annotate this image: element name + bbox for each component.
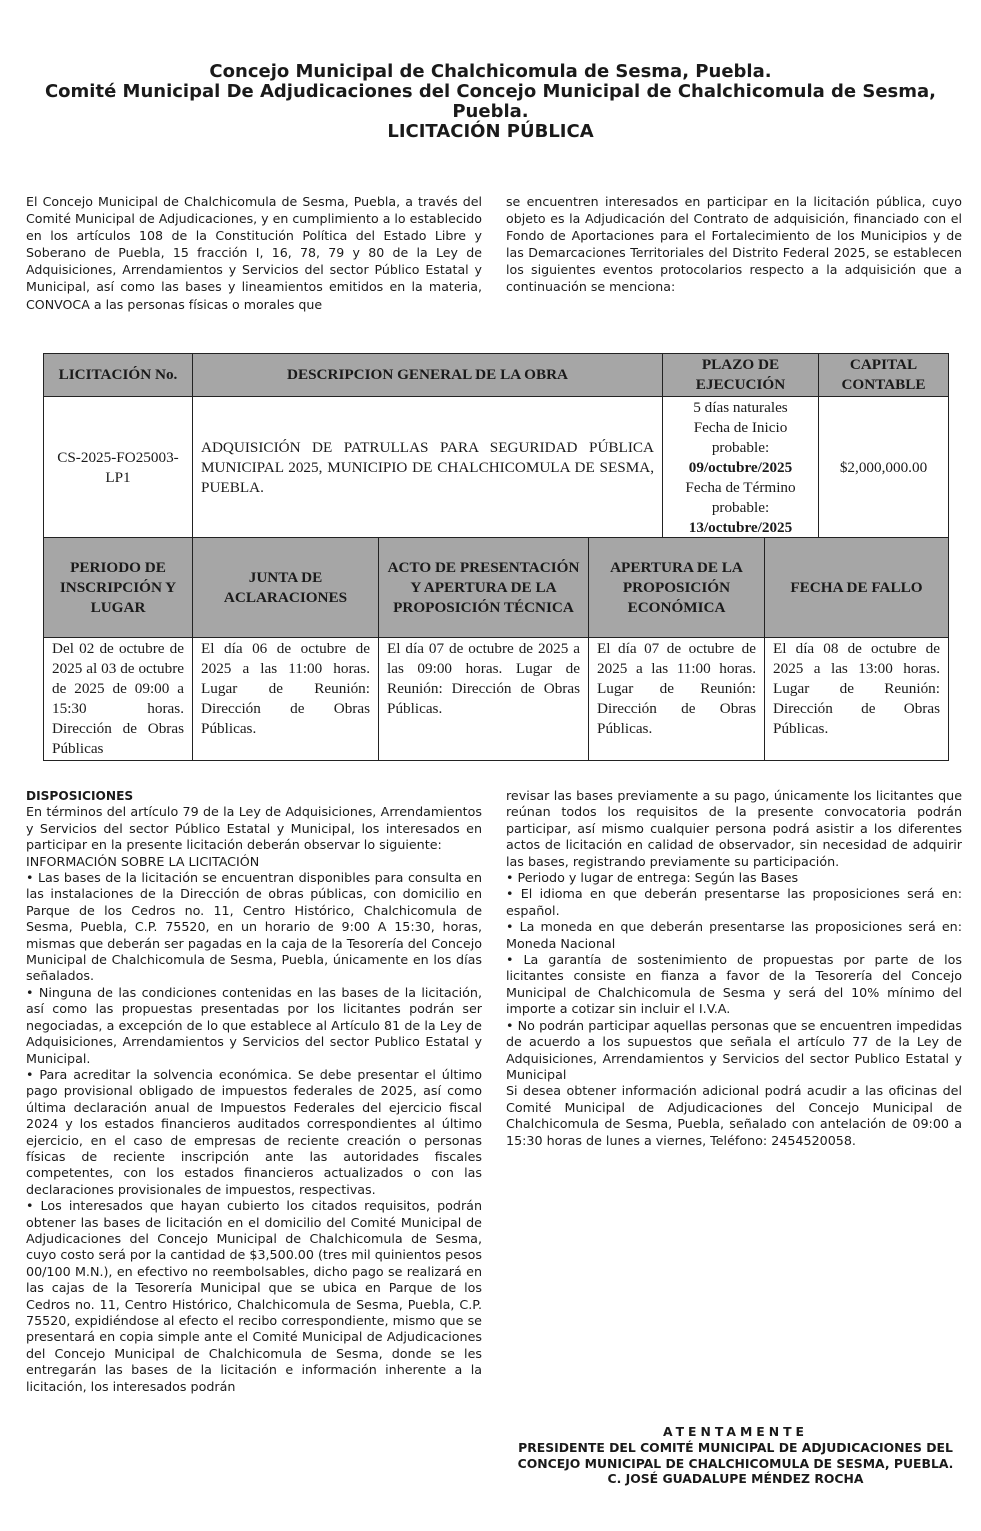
header-title: LICITACIÓN PÚBLICA [387, 121, 594, 142]
continuation-text: revisar las bases previamente a su pago, únicamente los licitantes que reúnan todos los requisitos de la presente convocatoria podrán participar, así mismo cualquier persona podrá asistir a los diferentes actos de licitación en calidad de observador, sin necesidad de adquirir las bases, registrando previamente su participación. [506, 788, 962, 869]
header-fallo: FECHA DE FALLO [765, 538, 949, 638]
bullet-obtener-bases: • Los interesados que hayan cubierto los citados requisitos, podrán obtener las bases de licitación en el domicilio del Comité Municipal de Adjudicaciones del Concejo Municipal de Chalchicomula de Sesma, cuyo costo será por la cantidad de $3,500.00 (tres mil quinientos pesos 00/100 M.N.), en efectivo no reembolsables, dicho pago se realizará en las cajas de la Tesorería Municipal que se ubica en Parque de los Cedros no. 11, Centro Histórico, Chalchicomula de Sesma, Puebla, C.P. 75520, expidiéndose al efecto el recibo correspondiente, mismo que se presentará en copia simple ante el Comité Municipal de Adjudicaciones del Concejo Municipal de Chalchicomula de Sesma, donde se les entregarán las bases de la licitación e información inherente a la licitación, los interesados podrán [26, 1198, 482, 1394]
cell-periodo: Del 02 de octubre de 2025 al 03 de octubre de 2025 de 09:00 a 15:30 horas. Dirección de Obras Públicas [44, 638, 193, 761]
header-apertura: APERTURA DE LA PROPOSICIÓN ECONÓMICA [589, 538, 765, 638]
disposiciones-intro: En términos del artículo 79 de la Ley de Adquisiciones, Arrendamientos y Servicios del sector Público Estatal y Municipal, los interesados en participar en la presente licitación deberán observar lo siguiente: [26, 804, 482, 853]
disposiciones-title: DISPOSICIONES [26, 789, 134, 803]
intro-left-column: El Concejo Municipal de Chalchicomula de Sesma, Puebla, a través del Comité Municipal de Adjudicaciones, y en cumplimiento a lo establecido en los artículos 108 de la Constitución Política del Estado Libre y Soberano de Puebla, 15 fracción I, 16, 78, 79 y 80 de la Ley de Adquisiciones, Arrendamientos y Servicios del sector Público Estatal y Municipal, así como las bases y lineamientos emitidos en la materia, CONVOCA a las personas físicas o morales que [26, 194, 482, 312]
bullet-bases: • Las bases de la licitación se encuentran disponibles para consulta en las instalaciones de la Dirección de obras públicas, con domicilio en Parque de los Cedros no. 11, Centro Histórico, Chalchicomula de Sesma, Puebla, C.P. 75520, en un horario de 9:00 A 15:30, horas, mismas que deberán ser pagadas en la caja de la Tesorería del Concejo Municipal de Chalchicomula de Sesma, Puebla, únicamente en los días señalados. [26, 870, 482, 984]
cell-junta: El día 06 de octubre de 2025 a las 11:00 horas. Lugar de Reunión: Dirección de Obras Públicas. [193, 638, 379, 761]
events-table [43, 537, 949, 761]
bullet-condiciones: • Ninguna de las condiciones contenidas en las bases de la licitación, así como las propuestas presentadas por los licitantes podrán ser negociadas, a excepción de lo que establece al Artículo 81 de la Ley de Adquisiciones, Arrendamientos y Servicios del sector Publico Estatal y Municipal. [26, 984, 482, 1066]
intro-right-column: se encuentren interesados en participar en la licitación pública, cuyo objeto es la Adjudicación del Contrato de adquisición, financiado con el Fondo de Aportaciones para el Fortalecimiento de los Municipios y de las Demarcaciones Territoriales del Distrito Federal 2025, se establecen los siguientes eventos protocolarios respecto a la adquisición que a continuación se menciona: [506, 194, 962, 295]
bullet-impedidas: • No podrán participar aquellas personas que se encuentren impedidas de acuerdo a los supuestos que señala el artículo 77 de la Ley de Adquisiciones, Arrendamientos y Servicios del sector Publico Estatal y Municipal [506, 1017, 962, 1082]
plazo-termino-date: 13/octubre/2025 [688, 519, 793, 536]
signatory-name: C. JOSÉ GUADALUPE MÉNDEZ ROCHA [607, 1471, 864, 1487]
bid-summary-table [43, 353, 949, 540]
plazo-dias: 5 días naturales [693, 399, 788, 416]
document-header [30, 62, 951, 142]
cell-acto: El día 07 de octubre de 2025 a las 09:00 horas. Lugar de Reunión: Dirección de Obras Públicas. [379, 638, 589, 761]
cell-apertura: El día 07 de octubre de 2025 a las 11:00 horas. Lugar de Reunión: Dirección de Obras Públicas. [589, 638, 765, 761]
plazo-inicio-label: Fecha de Inicio probable: [693, 419, 788, 456]
signatory-title: PRESIDENTE DEL COMITÉ MUNICIPAL DE ADJUDICACIONES DEL CONCEJO MUNICIPAL DE CHALCHICOMULA DE SESMA, PUEBLA. [517, 1439, 954, 1471]
header-acto: ACTO DE PRESENTACIÓN Y APERTURA DE LA PROPOSICIÓN TÉCNICA [379, 538, 589, 638]
cell-fallo: El día 08 de octubre de 2025 a las 13:00 horas. Lugar de Reunión: Dirección de Obras Públicas. [765, 638, 949, 761]
header-licitacion: LICITACIÓN No. [44, 354, 193, 397]
cell-capital: $2,000,000.00 [819, 397, 949, 540]
bullet-garantia: • La garantía de sostenimiento de propuestas por parte de los licitantes consiste en fianza a favor de la Tesorería del Concejo Municipal de Chalchicomula de Sesma y será del 10% mínimo del importe a cotizar sin incluir el I.V.A. [506, 952, 962, 1017]
header-junta: JUNTA DE ACLARACIONES [193, 538, 379, 638]
atentamente: ATENTAMENTE [662, 1424, 809, 1439]
header-plazo: PLAZO DE EJECUCIÓN [663, 354, 819, 397]
bullet-periodo-entrega: • Periodo y lugar de entrega: Según las Bases [506, 870, 799, 886]
disposiciones-right-column [506, 788, 962, 1149]
disposiciones-left-column [26, 788, 482, 1395]
plazo-inicio-date: 09/octubre/2025 [688, 459, 793, 476]
header-descripcion: DESCRIPCION GENERAL DE LA OBRA [193, 354, 663, 397]
header-periodo: PERIODO DE INSCRIPCIÓN Y LUGAR [44, 538, 193, 638]
header-capital: CAPITAL CONTABLE [819, 354, 949, 397]
plazo-termino-label: Fecha de Término probable: [685, 479, 796, 516]
signature-block [508, 1424, 963, 1487]
header-line-1: Concejo Municipal de Chalchicomula de Sesma, Puebla. [209, 61, 772, 82]
header-line-2: Comité Municipal De Adjudicaciones del Concejo Municipal de Chalchicomula de Sesma, Puebla. [44, 81, 937, 122]
cell-descripcion: ADQUISICIÓN DE PATRULLAS PARA SEGURIDAD PÚBLICA MUNICIPAL 2025, MUNICIPIO DE CHALCHICOMULA DE SESMA, PUEBLA. [193, 397, 663, 540]
informacion-adicional: Si desea obtener información adicional podrá acudir a las oficinas del Comité Municipal de Adjudicaciones del Concejo Municipal de Chalchicomula de Sesma, Puebla, señalado con antelación de 09:00 a 15:30 horas de lunes a viernes, Teléfono: 2454520058. [506, 1083, 962, 1148]
bullet-solvencia: • Para acreditar la solvencia económica. Se debe presentar el último pago provisional obligado de impuestos federales de 2025, así como última declaración anual de Impuestos Federales del ejercicio fiscal 2024 y los estados financieros auditados correspondientes al último ejercicio, en el caso de empresas de reciente creación o personas físicas de reciente inscripción ante las autoridades fiscales competentes, con los estados financieros actualizados o con las declaraciones provisionales de impuestos, respectivas. [26, 1066, 482, 1197]
informacion-subtitle: INFORMACIÓN SOBRE LA LICITACIÓN [26, 853, 260, 869]
cell-licitacion-number: CS-2025-FO25003-LP1 [44, 397, 193, 540]
cell-plazo [663, 397, 819, 540]
bullet-idioma: • El idioma en que deberán presentarse las proposiciones será en: español. [506, 886, 962, 918]
bullet-moneda: • La moneda en que deberán presentarse las proposiciones será en: Moneda Nacional [506, 919, 962, 951]
